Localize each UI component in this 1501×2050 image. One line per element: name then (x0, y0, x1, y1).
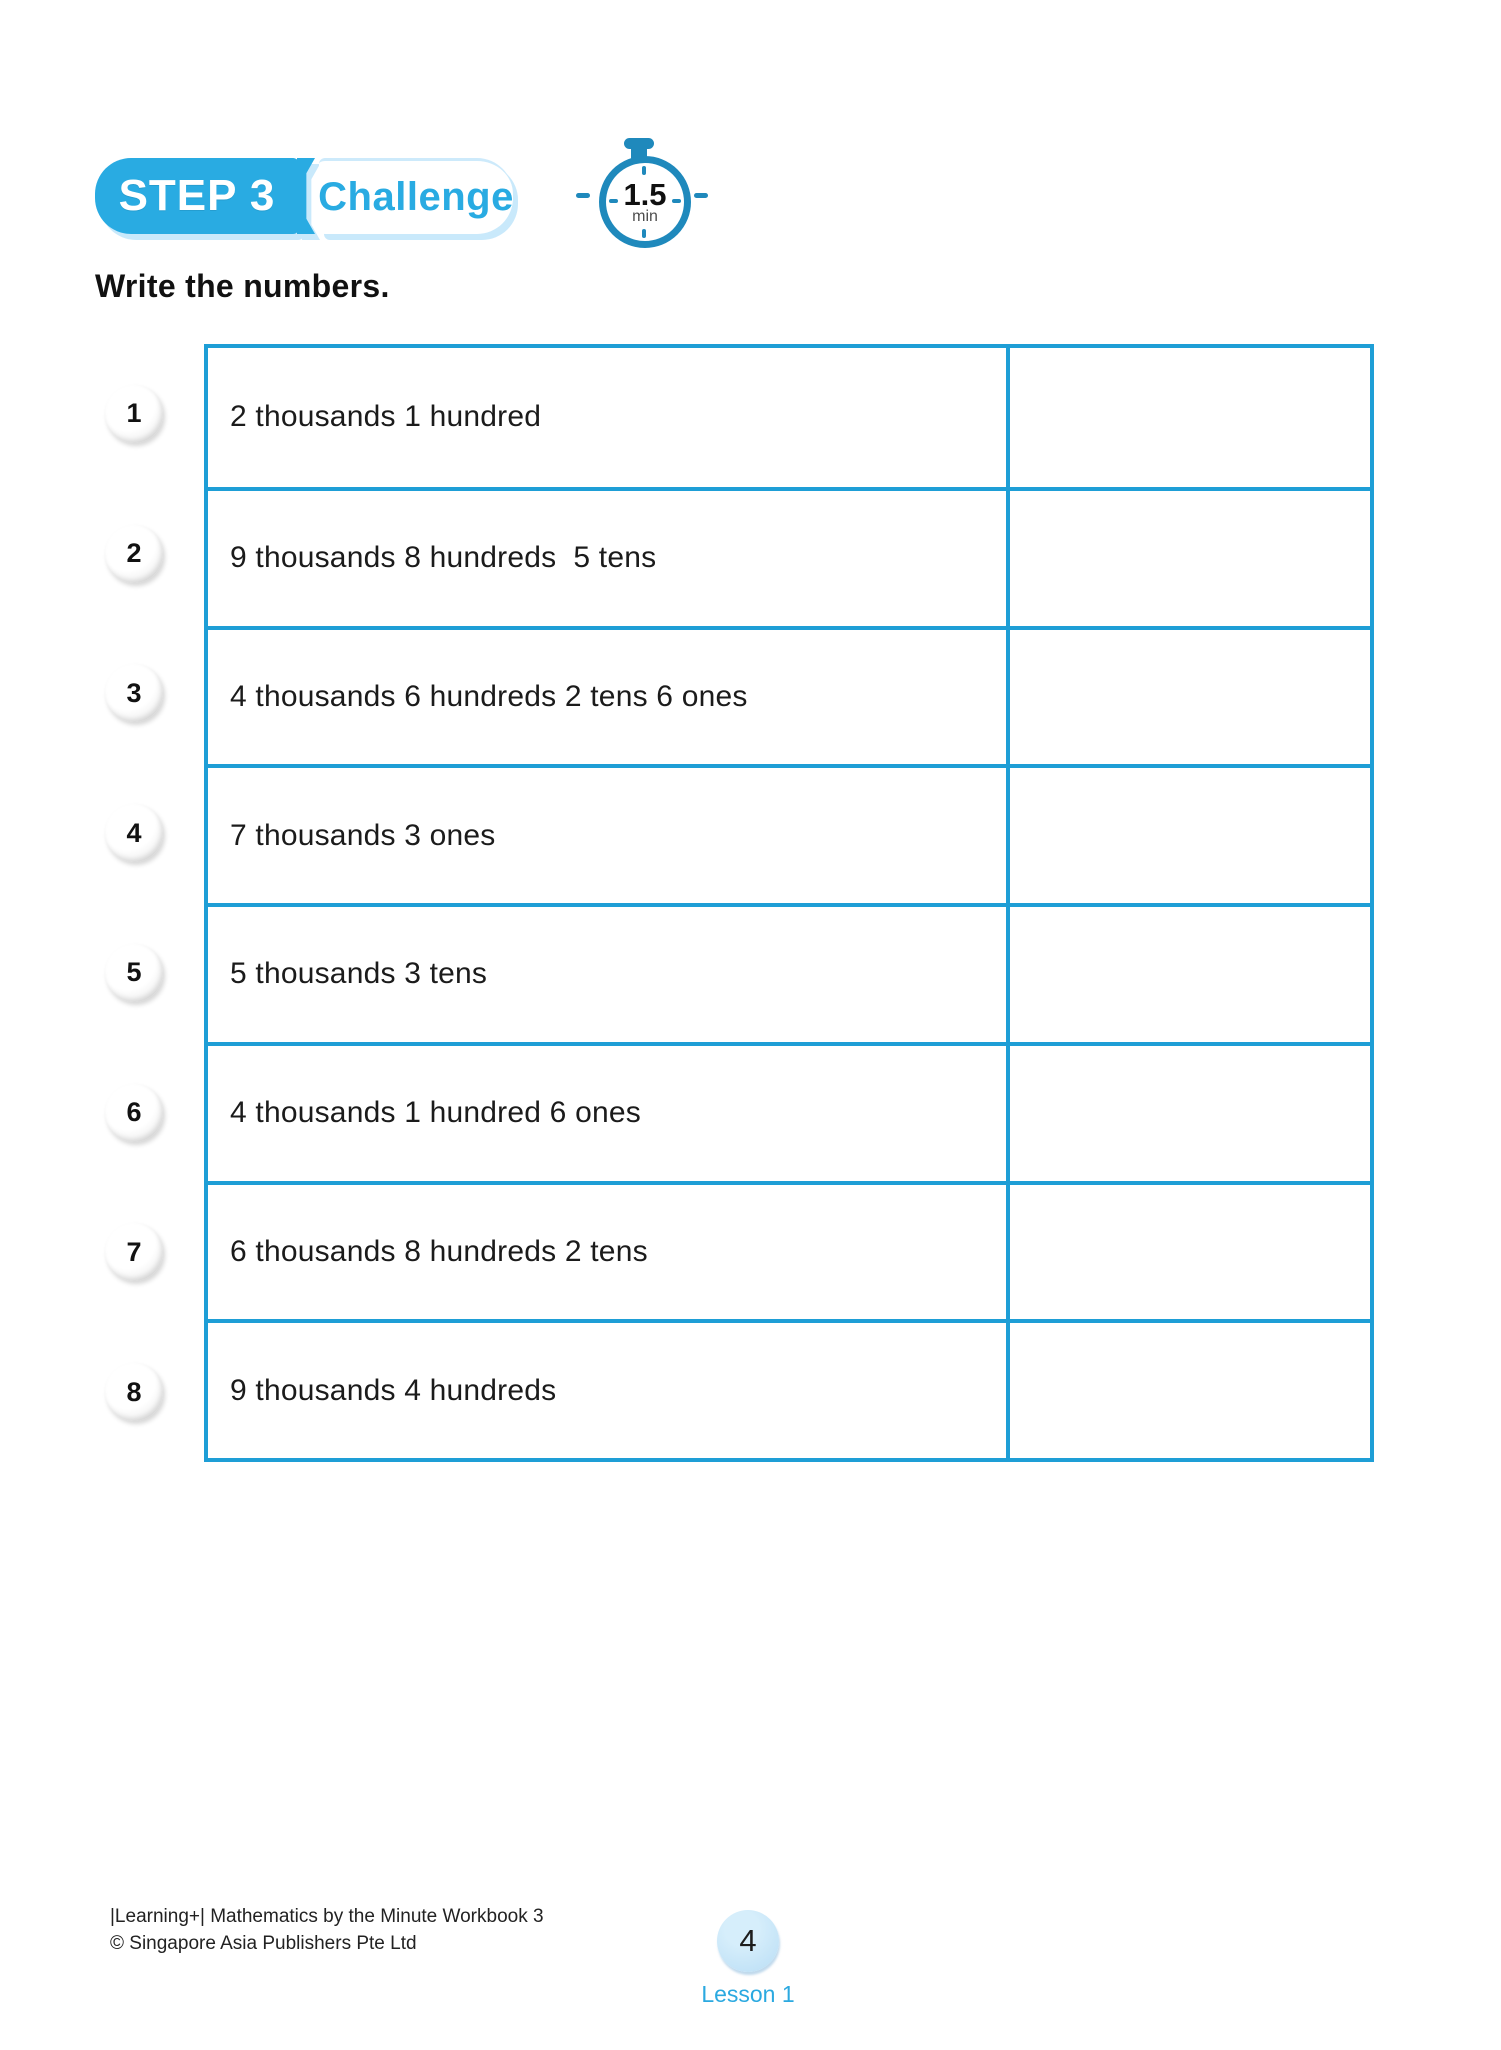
answer-cell[interactable] (1010, 764, 1370, 903)
timer-dash-right (694, 193, 708, 198)
question-number-badge: 3 (105, 664, 163, 722)
stopwatch-tick (642, 229, 646, 238)
question-table (204, 344, 1374, 1462)
page-number-badge (717, 1910, 779, 1972)
challenge-label: Challenge (318, 175, 514, 219)
question-number-badge: 7 (105, 1223, 163, 1281)
stopwatch-face (599, 156, 691, 248)
step-banner (95, 158, 513, 234)
publisher-credits (110, 1903, 544, 1957)
stopwatch-tick (642, 166, 646, 175)
worksheet (103, 344, 1374, 1462)
question-number-badge: 6 (105, 1084, 163, 1142)
question-text: 5 thousands 3 tens (208, 903, 1010, 1042)
answer-cell[interactable] (1010, 1319, 1370, 1458)
question-text: 9 thousands 4 hundreds (208, 1319, 1010, 1458)
answer-cell[interactable] (1010, 1042, 1370, 1181)
stopwatch-tick (609, 199, 618, 203)
step-badge (95, 158, 299, 234)
step-bracket-decoration (297, 158, 315, 234)
question-text: 9 thousands 8 hundreds 5 tens (208, 487, 1010, 626)
step-label: STEP 3 (118, 171, 276, 220)
question-text: 6 thousands 8 hundreds 2 tens (208, 1181, 1010, 1320)
answer-cell[interactable] (1010, 1181, 1370, 1320)
question-number-badge: 1 (105, 385, 163, 443)
stopwatch-tick (672, 199, 681, 203)
question-text: 2 thousands 1 hundred (208, 348, 1010, 487)
answer-cell[interactable] (1010, 348, 1370, 487)
instruction-text: Write the numbers. (95, 268, 390, 304)
challenge-badge (319, 158, 513, 234)
question-text: 7 thousands 3 ones (208, 764, 1010, 903)
question-number-badge: 5 (105, 944, 163, 1002)
credit-line-2: © Singapore Asia Publishers Pte Ltd (110, 1933, 417, 1954)
question-text: 4 thousands 1 hundred 6 ones (208, 1042, 1010, 1181)
credit-line-1: |Learning+| Mathematics by the Minute Workbook 3 (110, 1906, 544, 1927)
question-number-badge: 2 (105, 525, 163, 583)
question-number-badge: 8 (105, 1363, 163, 1421)
timer-dash-left (576, 193, 590, 198)
question-number-column (103, 344, 204, 1462)
page-number: 4 (739, 1923, 757, 1958)
answer-cell[interactable] (1010, 626, 1370, 765)
timer-unit-label: min (632, 207, 658, 225)
answer-cell[interactable] (1010, 903, 1370, 1042)
question-text: 4 thousands 6 hundreds 2 tens 6 ones (208, 626, 1010, 765)
answer-cell[interactable] (1010, 487, 1370, 626)
timer-minutes-value: 1.5 (623, 176, 667, 212)
question-number-badge: 4 (105, 804, 163, 862)
lesson-label: Lesson 1 (701, 1981, 795, 2007)
stopwatch-timer-icon (570, 138, 710, 260)
